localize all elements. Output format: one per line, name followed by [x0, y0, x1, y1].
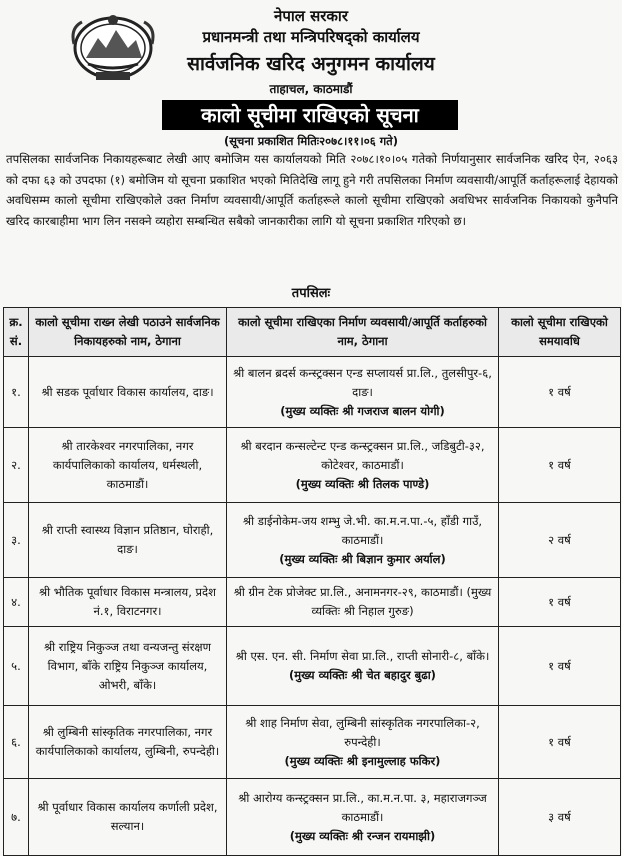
table-header-row: [4, 308, 621, 357]
row-entity: श्री पूर्वाधार विकास कार्यालय कर्णाली प्रदेश, सल्यान।: [29, 779, 227, 856]
contact-person: (मुख्य व्यक्तिः श्री तिलक पाण्डे): [295, 476, 430, 491]
firm-name: श्री एस. एन. सी. निर्माण सेवा प्रा.लि., राप्ती सोनारी-८, बाँके।: [235, 649, 490, 663]
row-sn: ७.: [4, 779, 29, 856]
row-sn: २.: [4, 428, 29, 503]
row-sn: १.: [4, 357, 29, 428]
row-entity: श्री राप्ती स्वास्थ्य विज्ञान प्रतिष्ठान, घोराही, दाङ।: [29, 503, 227, 578]
row-entity: श्री सडक पूर्वाधार विकास कार्यालय, दाङ।: [29, 357, 227, 428]
row-firm: [227, 428, 499, 503]
table-row: [4, 503, 621, 578]
row-period: १ वर्ष: [499, 428, 621, 503]
row-period: १ वर्ष: [499, 357, 621, 428]
contact-person: (मुख्य व्यक्तिः श्री रन्जन रायमाझी): [289, 828, 436, 843]
row-entity: श्री लुम्बिनी सांस्कृतिक नगरपालिका, नगर कार्यपालिकाको कार्यालय, लुम्बिनी, रुपन्देही।: [29, 706, 227, 779]
row-sn: ३.: [4, 503, 29, 578]
notice-body: तपसिलका सार्वजनिक निकायहरूबाट लेखी आए बमोजिम यस कार्यालयको मिति २०७८।१०।०५ गतेको निर्णयानुसार सार्वजनिक खरिद ऐन, २०६३ को दफा ६३ को उपदफा (१) बमोजिम यो सूचना प्रकाशित भएको मितिदेखि लागू हुने गरी तपसिलका निर्माण व्यवसायी/आपूर्ति कर्ताहरूलाई देहायको अवधिसम्म कालो सूचीमा राखिएकोले उक्त निर्माण व्यवसायी/आपूर्ति कर्ताहरूले कालो सूचीमा राखिएको अवधिभर सार्वजनिक निकायको कुनैपनि खरिद कारबाहीमा भाग लिन नसक्ने व्यहोरा सम्बन्धित सबैको जानकारीका लागि यो सूचना प्रकाशित गरिएको छ।: [6, 152, 618, 228]
row-firm: [227, 706, 499, 779]
row-period: ३ वर्ष: [499, 779, 621, 856]
row-period: १ वर्ष: [499, 578, 621, 627]
row-period: १ वर्ष: [499, 627, 621, 706]
row-entity: श्री तारकेश्वर नगरपालिका, नगर कार्यपालिकाको कार्यालय, धर्मस्थली, काठमाडौं।: [29, 428, 227, 503]
col-header-sn: क्र. सं.: [4, 308, 29, 357]
table-row: [4, 357, 621, 428]
office-ministry: प्रधानमन्त्री तथा मन्त्रिपरिषद्को कार्यालय: [202, 28, 420, 46]
col-header-period: कालो सूचीमा राखिएको समयावधि: [499, 308, 621, 357]
row-entity: श्री राष्ट्रिय निकुञ्ज तथा वन्यजन्तु संरक्षण विभाग, बाँके राष्ट्रिय निकुञ्ज कार्यालय, ओभरी, बाँके।: [29, 627, 227, 706]
office-name: सार्वजनिक खरिद अनुगमन कार्यालय: [187, 53, 435, 75]
row-firm: [227, 503, 499, 578]
firm-name: श्री आरोग्य कन्स्ट्रक्सन प्रा.लि., का.म.न.पा. ३, महाराजगञ्ज काठमाडौं।: [238, 790, 487, 824]
row-sn: ४.: [4, 578, 29, 627]
contact-person: (मुख्य व्यक्तिः श्री गजराज बालन योगी): [280, 403, 445, 418]
contact-person: (मुख्य व्यक्तिः श्री बिज्ञान कुमार अर्याल): [279, 551, 446, 566]
table-row: [4, 627, 621, 706]
table-row: [4, 706, 621, 779]
table-row: [4, 779, 621, 856]
firm-name: श्री शाह निर्माण सेवा, लुम्बिनी सांस्कृतिक नगरपालिका-२, रुपन्देही।: [245, 715, 480, 749]
row-firm: [227, 627, 499, 706]
office-address: ताहाचल, काठमाडौं: [269, 82, 353, 96]
row-period: २ वर्ष: [499, 503, 621, 578]
firm-name: श्री बरदान कन्सल्टेन्ट एन्ड कन्स्ट्रक्सन प्रा.लि., जडिबुटी-३२, कोटेश्वर, काठमाडौं।: [240, 438, 485, 472]
row-firm: [227, 779, 499, 856]
blacklist-table: [3, 307, 621, 856]
contact-person: (मुख्य व्यक्तिः श्री चेत बहादुर बुढा): [289, 668, 436, 682]
col-header-entity: कालो सूचीमा राख्न लेखी पठाउने सार्वजनिक निकायहरुको नाम, ठेगाना: [29, 308, 227, 357]
details-heading: तपसिलः: [291, 286, 331, 301]
firm-name: श्री ग्रीन टेक प्रोजेक्ट प्रा.लि., अनामनगर-२९, काठमाडौं। (मुख्य व्यक्तिः श्री निहाल गुरुङ): [233, 585, 492, 618]
row-entity: श्री भौतिक पूर्वाधार विकास मन्त्रालय, प्रदेश नं.१, विराटनगर।: [29, 578, 227, 627]
col-header-firm: कालो सूचीमा राखिएका निर्माण व्यवसायी/आपूर्ति कर्ताहरुको नाम, ठेगाना: [227, 308, 499, 357]
row-sn: ५.: [4, 627, 29, 706]
row-period: १ वर्ष: [499, 706, 621, 779]
govt-name: नेपाल सरकार: [274, 7, 348, 25]
table-row: [4, 428, 621, 503]
row-firm: [227, 357, 499, 428]
row-firm: [227, 578, 499, 627]
row-sn: ६.: [4, 706, 29, 779]
published-date: (सूचना प्रकाशित मितिः२०७८।११।०६ गते): [224, 134, 398, 148]
table-row: [4, 578, 621, 627]
firm-name: श्री बालन ब्रदर्स कन्स्ट्रक्सन एन्ड सप्लायर्स प्रा.लि., तुलसीपुर-६, दाङ।: [233, 365, 492, 399]
firm-name: श्री डाईनोकेम-जय शम्भु जे.भी. का.म.न.पा.-५, हाँडी गाउँ, काठमाडौं।: [242, 513, 483, 547]
notice-title-banner: कालो सूचीमा राखिएको सूचना: [162, 100, 458, 130]
contact-person: (मुख्य व्यक्तिः श्री इनामुल्लाह फकिर): [284, 753, 441, 768]
